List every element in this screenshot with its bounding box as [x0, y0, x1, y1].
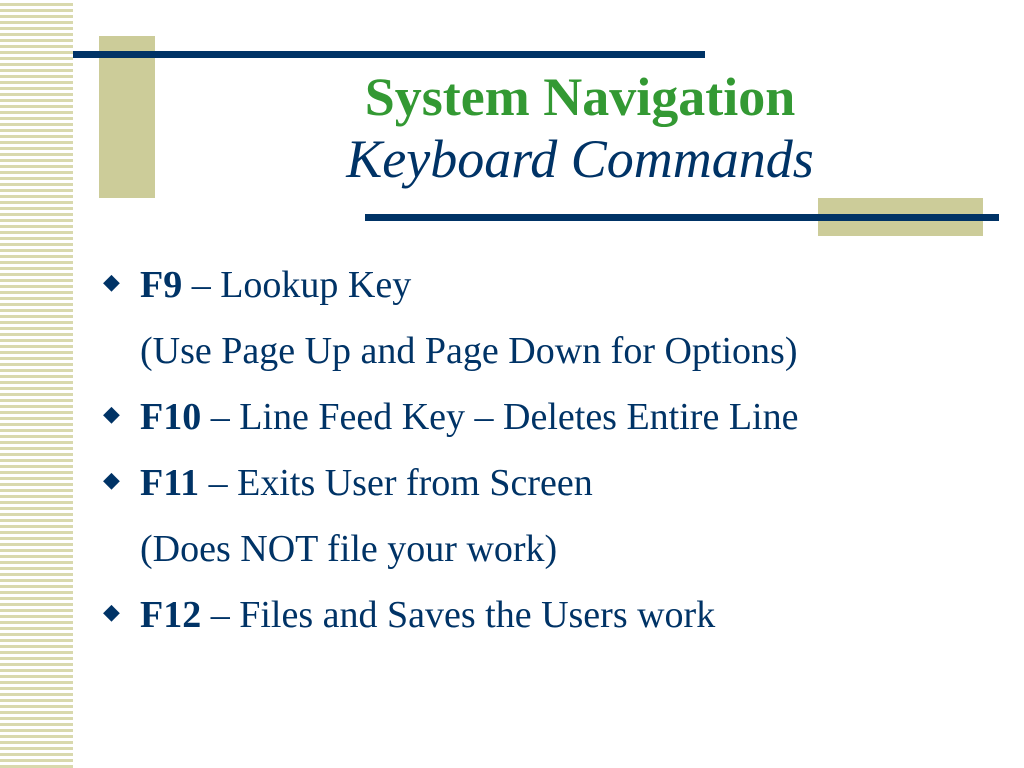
command-list: [103, 258, 1003, 654]
striped-sidebar-decoration: [0, 0, 73, 768]
navy-rule-bottom: [365, 214, 999, 221]
key-description: – Lookup Key: [182, 264, 412, 306]
key-description: – Exits User from Screen: [199, 462, 593, 504]
list-item-f11: [103, 456, 1003, 522]
item-text: [140, 258, 411, 312]
diamond-bullet-icon: ◆: [103, 467, 120, 492]
slide-subtitle: Keyboard Commands: [346, 129, 814, 189]
list-item-f12: [103, 588, 1003, 654]
title-block: [180, 66, 980, 190]
key-name: F12: [140, 594, 202, 636]
key-name: F9: [140, 264, 183, 306]
item-text: [140, 588, 715, 642]
key-name: F11: [140, 462, 200, 504]
item-text: [140, 390, 798, 444]
diamond-bullet-icon: ◆: [103, 269, 120, 294]
item-text: [140, 456, 593, 510]
list-item-note: (Use Page Up and Page Down for Options): [140, 330, 798, 372]
list-item-f10: [103, 390, 1003, 456]
key-description: – Line Feed Key – Deletes Entire Line: [201, 396, 799, 438]
list-item-f9: [103, 258, 1003, 324]
slide-title: System Navigation: [364, 67, 796, 127]
navy-rule-top: [73, 51, 705, 58]
key-description: – Files and Saves the Users work: [201, 594, 716, 636]
diamond-bullet-icon: ◆: [103, 401, 120, 426]
key-name: F10: [140, 396, 202, 438]
diamond-bullet-icon: ◆: [103, 599, 120, 624]
khaki-block-decoration-left: [99, 36, 155, 198]
list-item-note: (Does NOT file your work): [140, 528, 558, 570]
